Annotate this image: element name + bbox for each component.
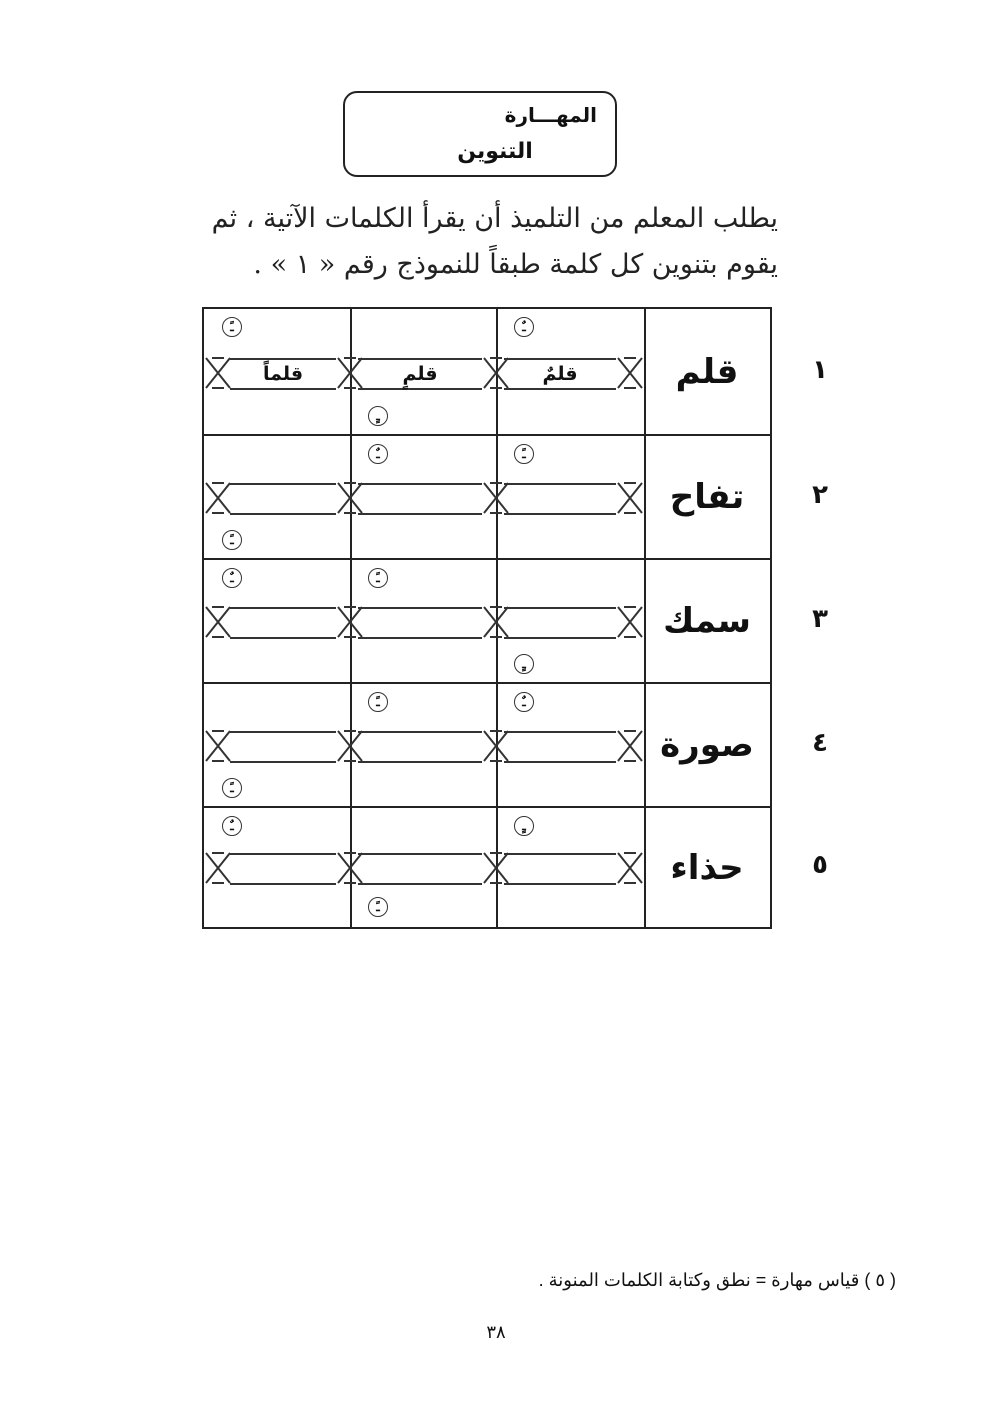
word-cell: سمك bbox=[663, 601, 751, 641]
chain-node-icon bbox=[204, 477, 232, 519]
answer-band bbox=[204, 477, 644, 519]
tanween-mark-icon: ـٌ bbox=[514, 317, 534, 337]
chain-node-icon bbox=[616, 725, 644, 767]
tanween-mark-icon: ـٍ bbox=[514, 816, 534, 836]
tanween-mark-icon: ـً bbox=[222, 778, 242, 798]
answer-band bbox=[204, 725, 644, 767]
chain-node-icon bbox=[204, 601, 232, 643]
row-number: ٥ bbox=[812, 849, 828, 880]
answer-slot[interactable] bbox=[358, 483, 482, 515]
answer-slot[interactable] bbox=[504, 483, 616, 515]
tanween-mark-icon: ـٍ bbox=[368, 406, 388, 426]
chain-node-icon bbox=[204, 352, 232, 394]
chain-node-icon bbox=[616, 847, 644, 889]
worksheet-table bbox=[202, 307, 772, 929]
answer-band bbox=[204, 352, 644, 394]
skill-label: المهـــارة bbox=[504, 103, 597, 127]
answer-slot[interactable] bbox=[358, 853, 482, 885]
instructions-line-2: يقوم بتنوين كل كلمة طبقاً للنموذج رقم « ١ » . bbox=[253, 249, 778, 280]
chain-node-icon bbox=[616, 477, 644, 519]
row-number: ٣ bbox=[812, 604, 828, 634]
tanween-mark-icon: ـٌ bbox=[514, 692, 534, 712]
footnote: ( ٥ ) قياس مهارة = نطق وكتابة الكلمات المنونة . bbox=[538, 1270, 896, 1290]
tanween-mark-icon: ـً bbox=[514, 444, 534, 464]
answer-slot[interactable] bbox=[230, 731, 336, 763]
skill-name: التنوين bbox=[457, 139, 533, 164]
page-number: ٣٨ bbox=[486, 1322, 506, 1342]
table-row bbox=[204, 560, 770, 684]
answer-slot[interactable] bbox=[230, 853, 336, 885]
answer-band bbox=[204, 601, 644, 643]
table-row bbox=[204, 684, 770, 808]
answer-slot[interactable] bbox=[504, 731, 616, 763]
word-cell: قلم bbox=[675, 351, 739, 392]
answer-slot[interactable] bbox=[230, 483, 336, 515]
tanween-mark-icon: ـً bbox=[368, 692, 388, 712]
instructions-line-1: يطلب المعلم من التلميذ أن يقرأ الكلمات الآتية ، ثم bbox=[211, 203, 778, 234]
tanween-mark-icon: ـٌ bbox=[368, 444, 388, 464]
answer-slot[interactable]: قلماً bbox=[230, 358, 336, 390]
word-cell: صورة bbox=[660, 725, 754, 765]
row-number: ٢ bbox=[812, 480, 828, 510]
row-number: ٤ bbox=[812, 728, 828, 758]
table-row bbox=[204, 808, 770, 927]
word-cell: حذاء bbox=[670, 847, 744, 888]
answer-slot[interactable] bbox=[230, 607, 336, 639]
tanween-mark-icon: ـٌ bbox=[222, 568, 242, 588]
word-cell: تفاح bbox=[669, 477, 745, 517]
answer-slot[interactable] bbox=[504, 607, 616, 639]
answer-slot[interactable]: قلمٌ bbox=[504, 358, 616, 390]
answer-band bbox=[204, 847, 644, 889]
chain-node-icon bbox=[204, 847, 232, 889]
chain-node-icon bbox=[204, 725, 232, 767]
instructions bbox=[190, 196, 778, 288]
answer-slot[interactable] bbox=[358, 607, 482, 639]
row-number: ١ bbox=[812, 354, 828, 385]
answer-slot[interactable] bbox=[504, 853, 616, 885]
table-row bbox=[204, 436, 770, 560]
chain-node-icon bbox=[616, 601, 644, 643]
tanween-mark-icon: ـً bbox=[222, 530, 242, 550]
tanween-mark-icon: ـٌ bbox=[222, 816, 242, 836]
chain-node-icon bbox=[616, 352, 644, 394]
tanween-mark-icon: ـً bbox=[222, 317, 242, 337]
tanween-mark-icon: ـً bbox=[368, 897, 388, 917]
tanween-mark-icon: ـٍ bbox=[514, 654, 534, 674]
answer-slot[interactable]: قلمٍ bbox=[358, 358, 482, 390]
skill-box bbox=[343, 91, 617, 177]
tanween-mark-icon: ـً bbox=[368, 568, 388, 588]
table-row bbox=[204, 309, 770, 436]
answer-slot[interactable] bbox=[358, 731, 482, 763]
